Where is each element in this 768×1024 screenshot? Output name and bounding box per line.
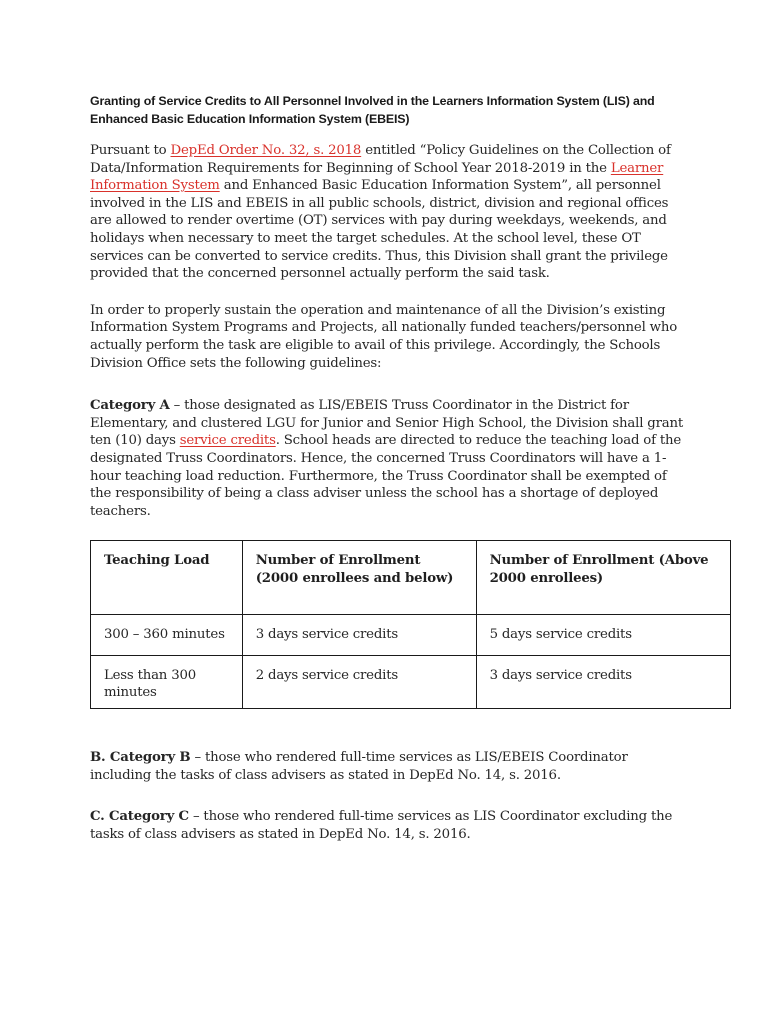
table-row [91,615,731,656]
paragraph-text: Pursuant to [90,143,171,158]
paragraph-text: – those who rendered full-time services as LIS/EBEIS Coordinator including the tasks of class advisers as stated in DepEd No. 14, s. 2016. [90,750,628,783]
table-header-enrollment-below-2000: Number of Enrollment (2000 enrollees and below) [242,541,476,615]
table-cell: 5 days service credits [476,615,730,656]
paragraph-text: and Enhanced Basic Education Information System”, all personnel involved in the LIS and EBEIS in all public schools, district, division and regional offices are allowed to render overtime (OT) services with pay during weekdays, weekends, and holidays when necessary to meet the target schedules. At the school level, these OT services can be converted to service credits. Thus, this Division shall grant the privilege provided that the concerned personnel actually perform the said task. [90,178,669,282]
paragraph-deped-order [90,142,690,283]
table-header-teaching-load: Teaching Load [91,541,243,615]
service-credits-table [90,540,731,709]
document-page [90,92,709,843]
table-row [91,655,731,708]
document-title: Granting of Service Credits to All Personnel Involved in the Learners Information System (LIS) and Enhanced Basic Education Information System (EBEIS) [90,94,655,126]
paragraph-category-b [90,749,690,784]
paragraph-text: – those designated as LIS/EBEIS Truss Coordinator in the District for Elementary, and clustered LGU for Junior and Senior High School, the Division shall grant ten (10) days [90,398,683,449]
category-a-label: Category A [90,398,170,414]
table-cell: 3 days service credits [242,615,476,656]
learner-information-system-link[interactable]: Learner Information System [90,160,664,194]
service-credits-link[interactable]: service credits [179,433,276,449]
paragraph-category-a [90,397,690,520]
table-header-enrollment-above-2000: Number of Enrollment (Above 2000 enrollees) [476,541,730,615]
deped-order-link[interactable]: DepEd Order No. 32, s. 2018 [170,143,362,158]
table-cell: 3 days service credits [476,655,730,708]
paragraph-text: – those who rendered full-time services as LIS Coordinator excluding the tasks of class advisers as stated in DepEd No. 14, s. 2016. [90,809,673,842]
table-cell: Less than 300 minutes [91,655,243,708]
paragraph-category-c [90,808,690,843]
table-cell: 2 days service credits [242,655,476,708]
paragraph-text: . School heads are directed to reduce the teaching load of the designated Truss Coordinators. Hence, the concerned Truss Coordinators will have a 1-hour teaching load reduction. Furthermore, the Truss Coordinator shall be exempted of the responsibility of being a class adviser unless the school has a shortage of deployed teachers. [90,433,682,519]
category-c-label: C. Category C [90,809,189,825]
table-header-row [91,541,731,615]
paragraph-guidelines-intro: In order to properly sustain the operation and maintenance of all the Division’s existing Information System Programs and Projects, all nationally funded teachers/personnel who actually perform the task are eligible to avail of this privilege. Accordingly, the Schools Division Office sets the following guidelines: [90,302,678,371]
paragraph-text: entitled “Policy Guidelines on the Collection of Data/Information Requirements for Beginning of School Year 2018-2019 in the [90,143,671,176]
table-cell: 300 – 360 minutes [91,615,243,656]
category-b-label: B. Category B [90,750,191,766]
